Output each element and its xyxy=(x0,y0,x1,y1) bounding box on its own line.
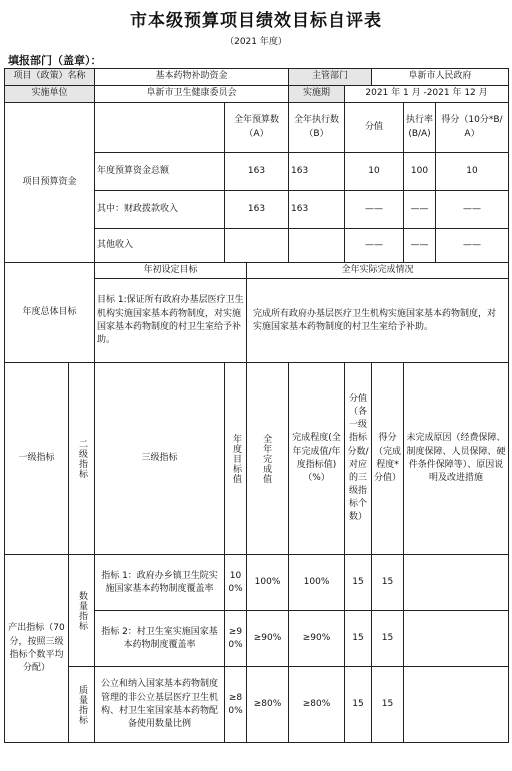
indicator-completion: ≥90% xyxy=(289,611,345,667)
indicator-points: 15 xyxy=(372,555,404,611)
indicator-reason xyxy=(404,667,509,743)
quantity-indicator-label: 数量指标 xyxy=(77,590,88,631)
implementing-unit-label: 实施单位 xyxy=(5,86,95,103)
indicator-row xyxy=(5,667,509,743)
budget-points-value: —— xyxy=(436,191,509,229)
budget-annual-value xyxy=(225,229,289,263)
budget-rate-value: —— xyxy=(404,229,436,263)
annual-budget-header: 全年预算数（A） xyxy=(225,103,289,153)
level2-header-cell xyxy=(69,363,95,555)
indicator-actual: ≥80% xyxy=(247,667,289,743)
indicator-reason xyxy=(404,555,509,611)
budget-exec-value: 163 xyxy=(289,191,345,229)
indicator-completion: ≥80% xyxy=(289,667,345,743)
indicator-name: 公立和纳入国家基本药物制度管理的非公立基层医疗卫生机构、村卫生室国家基本药物配备使用数量比例 xyxy=(95,667,225,743)
score-header: 分值 xyxy=(345,103,404,153)
actual-header-cell xyxy=(247,363,289,555)
quality-cell xyxy=(69,667,95,743)
evaluation-table xyxy=(4,68,509,743)
initial-goal-header: 年初设定目标 xyxy=(95,263,247,279)
points-header: 得分（10分*B/A） xyxy=(436,103,509,153)
year-subtitle: （2021 年度） xyxy=(225,37,287,47)
budget-header-row xyxy=(5,103,509,153)
indicator-actual: ≥90% xyxy=(247,611,289,667)
fill-department-label: 填报部门（盖章）： xyxy=(8,54,102,67)
budget-score-value: 10 xyxy=(345,153,404,191)
completion-header: 完成程度(全年完成值/年度指标值)（%） xyxy=(289,363,345,555)
indicator-actual: 100% xyxy=(247,555,289,611)
indicator-row xyxy=(5,555,509,611)
budget-points-value: 10 xyxy=(436,153,509,191)
period-value: 2021 年 1 月 -2021 年 12 月 xyxy=(345,86,509,103)
budget-annual-value: 163 xyxy=(225,191,289,229)
budget-rate-value: 100 xyxy=(404,153,436,191)
budget-row-label: 年度预算资金总额 xyxy=(95,153,225,191)
actual-completion-text: 完成所有政府办基层医疗卫生机构实施国家基本药物制度，对实施国家基本药物制度的村卫生室给予补助。 xyxy=(247,279,509,363)
budget-annual-value: 163 xyxy=(225,153,289,191)
budget-score-value: —— xyxy=(345,229,404,263)
goals-section-label: 年度总体目标 xyxy=(5,263,95,363)
budget-score-value: —— xyxy=(345,191,404,229)
page-title: 市本级预算项目绩效目标自评表 xyxy=(130,11,382,31)
indicator-score: 15 xyxy=(345,611,372,667)
indicator-target: 100% xyxy=(225,555,247,611)
info-row-project xyxy=(5,69,509,86)
budget-points-value: —— xyxy=(436,229,509,263)
indicator-target: ≥90% xyxy=(225,611,247,667)
initial-goal-text: 目标 1:保证所有政府办基层医疗卫生机构实施国家基本药物制度，对实施国家基本药物制度的村卫生室给予补助。 xyxy=(95,279,247,363)
project-name-value: 基本药物补助资金 xyxy=(95,69,289,86)
quantity-cell xyxy=(69,555,95,667)
executed-header: 全年执行数（B） xyxy=(289,103,345,153)
execution-rate-header: 执行率(B/A) xyxy=(404,103,436,153)
budget-section-label: 项目预算资金 xyxy=(5,103,95,263)
info-row-unit xyxy=(5,86,509,103)
budget-row-label: 其中：财政拨款收入 xyxy=(95,191,225,229)
quality-indicator-label: 质量指标 xyxy=(77,684,88,725)
output-indicator-label: 产出指标（70分，按照三级指标个数平均分配） xyxy=(5,555,69,743)
reason-header: 未完成原因（经费保障、制度保障、人员保障、硬件条件保障等）、原因说明及改进措施 xyxy=(404,363,509,555)
actual-header: 全年完成值 xyxy=(261,433,272,484)
indicator-header-row xyxy=(5,363,509,555)
level1-header: 一级指标 xyxy=(5,363,69,555)
actual-completion-header: 全年实际完成情况 xyxy=(247,263,509,279)
indicator-points: 15 xyxy=(372,667,404,743)
indicator-reason xyxy=(404,611,509,667)
points-indicator-header: 得分（完成程度*分值） xyxy=(372,363,404,555)
target-header: 年度目标值 xyxy=(231,433,242,484)
indicator-target: ≥80% xyxy=(225,667,247,743)
budget-rate-value: —— xyxy=(404,191,436,229)
budget-blank-cell xyxy=(95,103,225,153)
period-label: 实施期 xyxy=(289,86,345,103)
indicator-name: 指标 2：村卫生室实施国家基本药物制度覆盖率 xyxy=(95,611,225,667)
budget-row-label: 其他收入 xyxy=(95,229,225,263)
level2-header: 二级指标 xyxy=(77,438,88,479)
department-value: 阜新市人民政府 xyxy=(372,69,509,86)
budget-exec-value: 163 xyxy=(289,153,345,191)
score-indicator-header: 分值（各一级指标分数/对应的三级指标个数） xyxy=(345,363,372,555)
budget-exec-value xyxy=(289,229,345,263)
goals-header-row xyxy=(5,263,509,279)
indicator-score: 15 xyxy=(345,555,372,611)
indicator-name: 指标 1：政府办乡镇卫生院实施国家基本药物制度覆盖率 xyxy=(95,555,225,611)
level3-header: 三级指标 xyxy=(95,363,225,555)
project-name-label: 项目（政策）名称 xyxy=(5,69,95,86)
implementing-unit-value: 阜新市卫生健康委员会 xyxy=(95,86,289,103)
indicator-points: 15 xyxy=(372,611,404,667)
target-header-cell xyxy=(225,363,247,555)
department-label: 主管部门 xyxy=(289,69,372,86)
indicator-completion: 100% xyxy=(289,555,345,611)
indicator-score: 15 xyxy=(345,667,372,743)
